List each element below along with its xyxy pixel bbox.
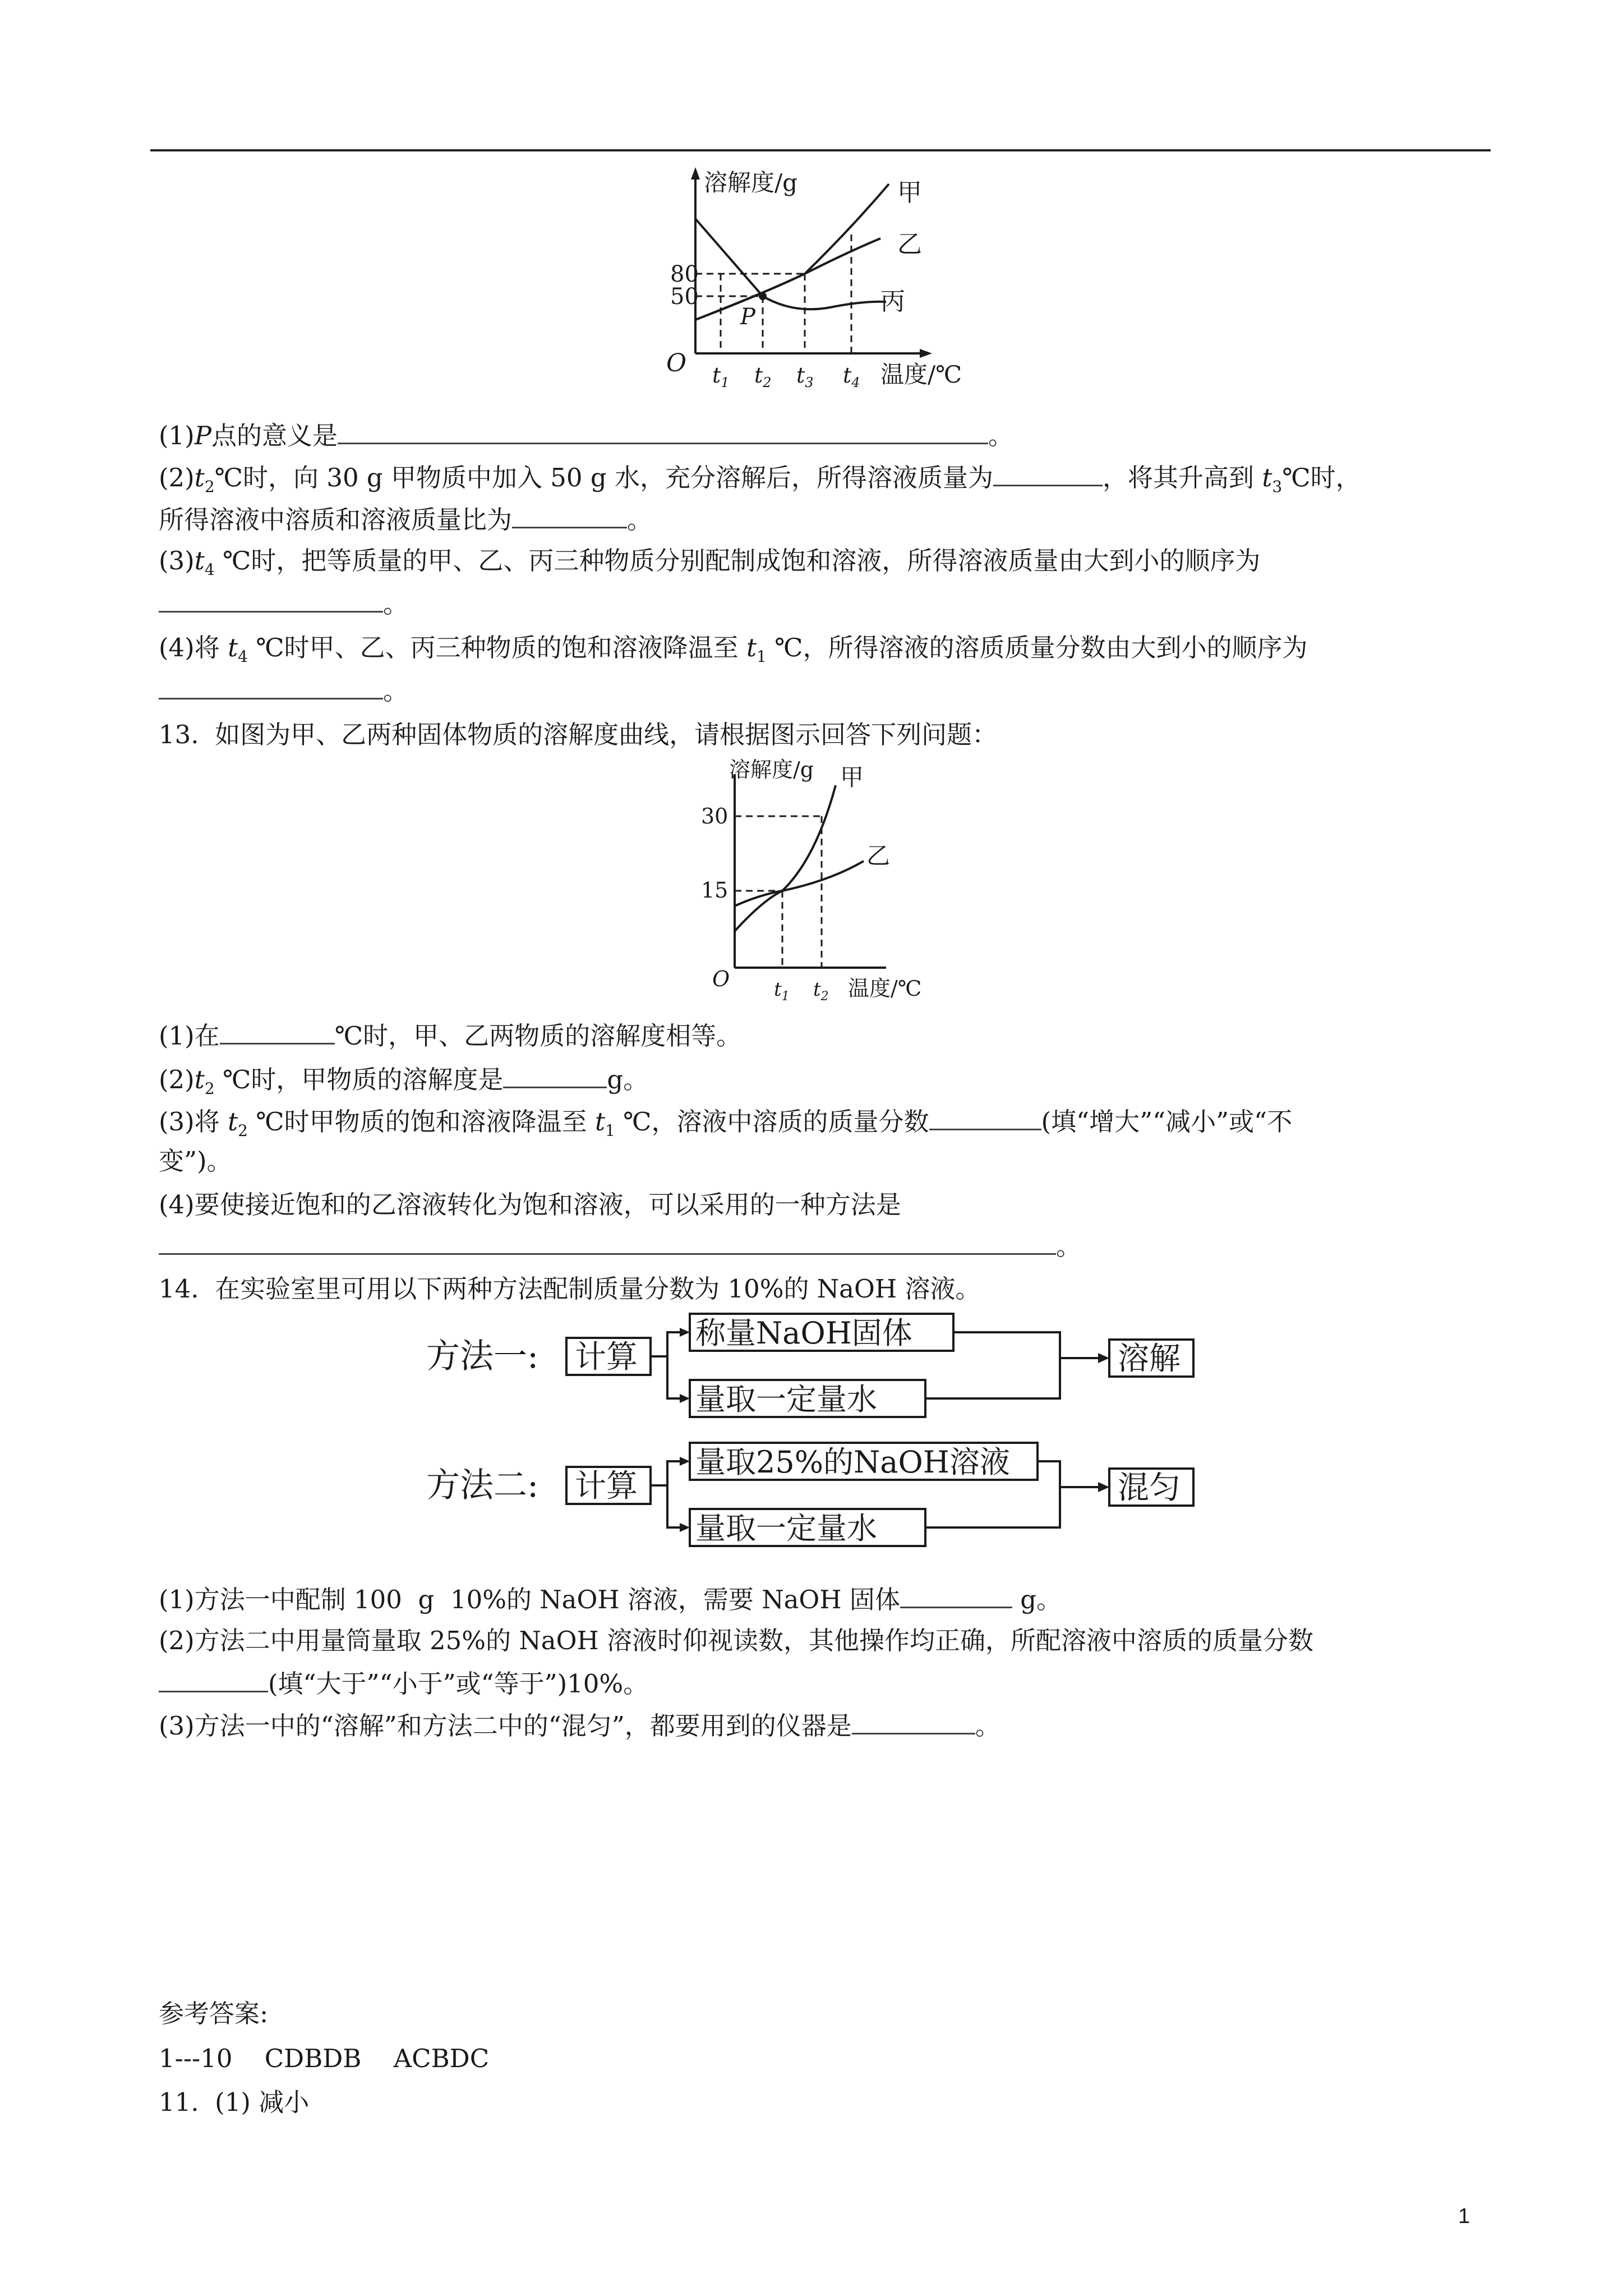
chart2-ytick-15: 15 [701,878,728,903]
arrowheads [680,1328,1109,1532]
q13-part3-line1: (3)将 $t_2$ ℃时甲物质的饱和溶液降温至 $t_1$ ℃，溶液中溶质的质量分数 (填“增大”“减小”或“不 [159,1104,1292,1148]
answer-blank[interactable] [159,1228,1056,1255]
m2-label: 方法二: [426,1466,539,1505]
chart1-ytick-80: 80 [670,261,699,287]
answer-blank[interactable] [852,1708,975,1734]
q14-part3: (3)方法一中的“溶解”和方法二中的“混匀”，都要用到的仪器是 。 [159,1708,1000,1743]
q12-part2-line1: $(2)t_2℃$时，向 30 g 甲物质中加入 50 g 水，充分溶解后，所得溶液质量为 ，将其升高到 $t_3℃$时， [159,460,1361,504]
chart2-origin: O [712,967,730,991]
y-axis-arrow [691,167,700,180]
q14-part2-line1: (2)方法二中用量筒量取 25%的 NaOH 溶液时仰视读数，其他操作均正确，所配溶液中溶质的质量分数 [159,1626,1314,1655]
chart1-ylabel: 溶解度/g [704,169,798,196]
chart2-xtick-t1: $t_1$ [774,978,790,1004]
answer-blank[interactable] [220,1018,335,1045]
chart2-ylabel: 溶解度/g [729,757,814,782]
q12-part4-line1: (4)将 $t_4$ ℃时甲、乙、丙三种物质的饱和溶液降温至 $t_1$ ℃，所得溶液的溶质质量分数由大到小的顺序为 [159,633,1308,666]
answers-line1: 1---10 CDBDB ACBDC [159,2044,490,2073]
m1-step1: 称量NaOH固体 [695,1315,912,1351]
q13-part4-line2: 。 [159,1228,1081,1263]
q13-title: 13. 如图为甲、乙两种固体物质的溶解度曲线，请根据图示回答下列问题： [159,720,998,749]
curve-yi [735,861,864,906]
chart1-xtick-t4: $t_4$ [843,363,860,390]
answer-blank[interactable] [338,418,988,444]
x-axis-arrow [920,349,932,358]
solubility-chart-2 [695,752,959,1004]
q12-part3-line2: 。 [159,586,408,621]
answer-blank[interactable] [900,1582,1012,1608]
q14-part2-line2: (填“大于”“小于”或“等于”)10%。 [159,1666,648,1701]
answer-blank[interactable] [503,1062,607,1088]
answer-blank[interactable] [159,673,383,700]
answer-blank[interactable] [159,586,383,613]
q13-part3-line2: 变”)。 [159,1146,232,1176]
m1-branch-bottom [667,1356,683,1398]
m2-branch-bottom [667,1485,683,1527]
chart2-ytick-30: 30 [701,804,728,829]
q13-part4: (4)要使接近饱和的乙溶液转化为饱和溶液，可以采用的一种方法是 [159,1190,901,1220]
solubility-chart-1 [645,163,993,404]
m1-merge [925,1332,1060,1398]
q12-part2-line2: 所得溶液中溶质和溶液质量比为 。 [159,502,652,537]
curve-jia [735,785,836,931]
chart1-xlabel: 温度/℃ [880,361,962,388]
page-number: 1 [1458,2205,1470,2228]
guide-lines [695,234,851,353]
answer-blank[interactable] [512,502,627,528]
q12-part1: (1)P点的意义是 。 [159,418,1013,453]
answers-line2: 11. (1) 减小 [159,2087,310,2117]
m1-end: 溶解 [1118,1341,1181,1377]
point-p [759,292,767,300]
m2-step2: 量取一定量水 [695,1511,877,1546]
m2-end: 混匀 [1118,1470,1181,1506]
answers-title: 参考答案: [159,1999,269,2028]
chart1-origin: O [666,349,687,378]
header-rule [150,149,1491,151]
m2-calc: 计算 [575,1468,638,1504]
answer-blank[interactable] [159,1666,268,1692]
chart2-series-yi: 乙 [866,842,891,869]
chart2-xtick-t2: $t_2$ [813,978,829,1004]
chart1-point-label: P [740,304,755,330]
m1-step2: 量取一定量水 [695,1382,877,1417]
chart1-series-jia: 甲 [897,178,922,207]
m1-branch-top [651,1332,683,1356]
answer-blank[interactable] [993,460,1103,486]
m1-label: 方法一: [426,1337,539,1376]
chart1-series-yi: 乙 [897,230,922,259]
q13-part1: (1)在 ℃时，甲、乙两物质的溶解度相等。 [159,1018,741,1053]
chart1-xtick-t3: $t_3$ [796,363,814,390]
answer-blank[interactable] [929,1104,1041,1130]
q12-part4-line2: 。 [159,673,408,708]
chart1-xtick-t2: $t_2$ [754,363,772,390]
q14-part1: (1)方法一中配制 100 g 10%的 NaOH 溶液，需要 NaOH 固体 g。 [159,1582,1062,1617]
chart2-series-jia: 甲 [840,763,864,791]
m2-branch-top [651,1461,683,1485]
chart1-ytick-50: 50 [670,284,699,310]
chart1-xtick-t1: $t_1$ [712,363,730,390]
preparation-flowchart [426,1313,1223,1571]
q12-part3-line1: $(3)t_4$ ℃时，把等质量的甲、乙、丙三种物质分别配制成饱和溶液，所得溶液质量由大到小的顺序为 [159,546,1261,579]
q13-part2: $(2)t_2$ ℃时，甲物质的溶解度是 g。 [159,1062,648,1106]
m2-step1: 量取25%的NaOH溶液 [695,1444,1010,1480]
q14-title: 14. 在实验室里可用以下两种方法配制质量分数为 10%的 NaOH 溶液。 [159,1274,981,1304]
m1-calc: 计算 [575,1339,638,1375]
chart2-xlabel: 温度/℃ [848,976,922,1001]
chart1-series-bing: 丙 [880,287,905,316]
